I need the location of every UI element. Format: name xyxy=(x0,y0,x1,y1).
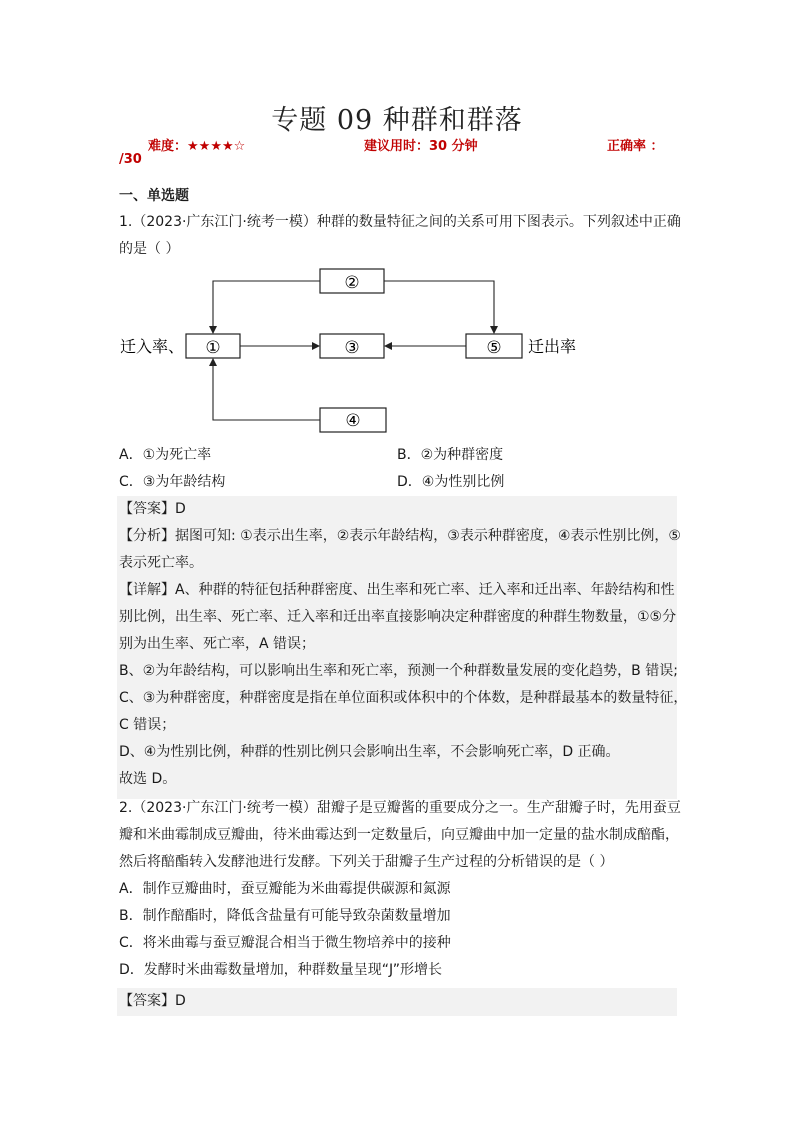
time-value: 30 分钟 xyxy=(429,139,478,154)
diagram-label-4: ④ xyxy=(345,411,361,431)
section-title: 一、单选题 xyxy=(119,188,189,204)
q1-detail-line: 故选 D。 xyxy=(119,771,177,787)
q1-detail-line: C、③为种群密度，种群密度是指在单位面积或体积中的个体数，是种群最基本的数量特征， xyxy=(119,690,688,706)
q1-analysis-line2: 表示死亡率。 xyxy=(119,555,203,571)
q1-option-c: C．③为年龄结构 xyxy=(119,474,226,490)
page-title: 专题 09 种群和群落 xyxy=(271,105,523,136)
q2-answer: 【答案】D xyxy=(119,993,186,1009)
q1-option-d: D．④为性别比例 xyxy=(397,474,505,490)
q1-analysis-line1: 【分析】据图可知: ①表示出生率，②表示年龄结构，③表示种群密度，④表示性别比例，⑤ xyxy=(119,528,681,544)
diagram-label-3: ③ xyxy=(344,338,360,358)
arrow-4-to-1 xyxy=(213,359,320,420)
q1-detail-line: B、②为年龄结构，可以影响出生率和死亡率，预测一个种群数量发展的变化趋势，B 错误; xyxy=(119,663,678,679)
difficulty xyxy=(148,135,245,154)
q2-stem-line: 然后将醅酯转入发酵池进行发酵。下列关于甜瓣子生产过程的分析错误的是（ ） xyxy=(119,854,614,870)
q2-option-a: A．制作豆瓣曲时，蚕豆瓣能为米曲霉提供碳源和氮源 xyxy=(119,881,451,897)
accuracy-label: 正确率 ： xyxy=(607,139,664,154)
arrow-2-to-5 xyxy=(384,281,494,333)
time-label: 建议用时： xyxy=(364,139,430,154)
q1-option-b: B．②为种群密度 xyxy=(397,447,504,463)
q1-detail-line: D、④为性别比例，种群的性别比例只会影响出生率，不会影响死亡率，D 正确。 xyxy=(119,744,620,760)
q1-stem-line1: 1.（2023·广东江门·统考一模）种群的数量特征之间的关系可用下图表示。下列叙述中正确 xyxy=(119,214,681,230)
suggested-time xyxy=(364,135,478,154)
diagram-right-label: 迁出率 xyxy=(528,337,577,356)
q2-stem-line: 2.（2023·广东江门·统考一模）甜瓣子是豆瓣酱的重要成分之一。生产甜瓣子时，先用蚕豆 xyxy=(119,800,681,816)
arrow-2-to-1 xyxy=(213,281,320,333)
q1-detail-line: C 错误； xyxy=(119,717,176,733)
q1-stem-line2: 的是（ ） xyxy=(119,241,180,257)
q2-solution-block xyxy=(117,988,677,1016)
diagram-label-2: ② xyxy=(344,273,360,293)
diagram-label-1: ① xyxy=(205,338,221,358)
q1-detail-line: 【详解】A、种群的特征包括种群密度、出生率和死亡率、迁入率和迁出率、年龄结构和性 xyxy=(119,582,675,598)
q2-option-b: B．制作醅酯时，降低含盐量有可能导致杂菌数量增加 xyxy=(119,908,451,924)
difficulty-stars: ★★★★☆ xyxy=(187,139,246,154)
q1-detail-line: 别比例，出生率、死亡率、迁入率和迁出率直接影响决定种群密度的种群生物数量，①⑤分 xyxy=(119,609,677,625)
q1-detail-line: 别为出生率、死亡率，A 错误； xyxy=(119,636,316,652)
diagram-left-label: 迁入率、 xyxy=(120,337,185,356)
q2-option-c: C．将米曲霉与蚕豆瓣混合相当于微生物培养中的接种 xyxy=(119,935,451,951)
diagram-label-5: ⑤ xyxy=(486,338,502,358)
q2-option-d: D．发酵时米曲霉数量增加，种群数量呈现“J”形增长 xyxy=(119,962,442,978)
q1-answer: 【答案】D xyxy=(119,501,186,517)
accuracy-total: /30 xyxy=(119,152,142,167)
difficulty-label: 难度： xyxy=(148,139,188,154)
q2-stem-line: 瓣和米曲霉制成豆瓣曲，待米曲霉达到一定数量后，向豆瓣曲中加一定量的盐水制成醅酯， xyxy=(119,827,679,843)
q1-option-a: A．①为死亡率 xyxy=(119,447,212,463)
q1-diagram xyxy=(110,262,590,438)
